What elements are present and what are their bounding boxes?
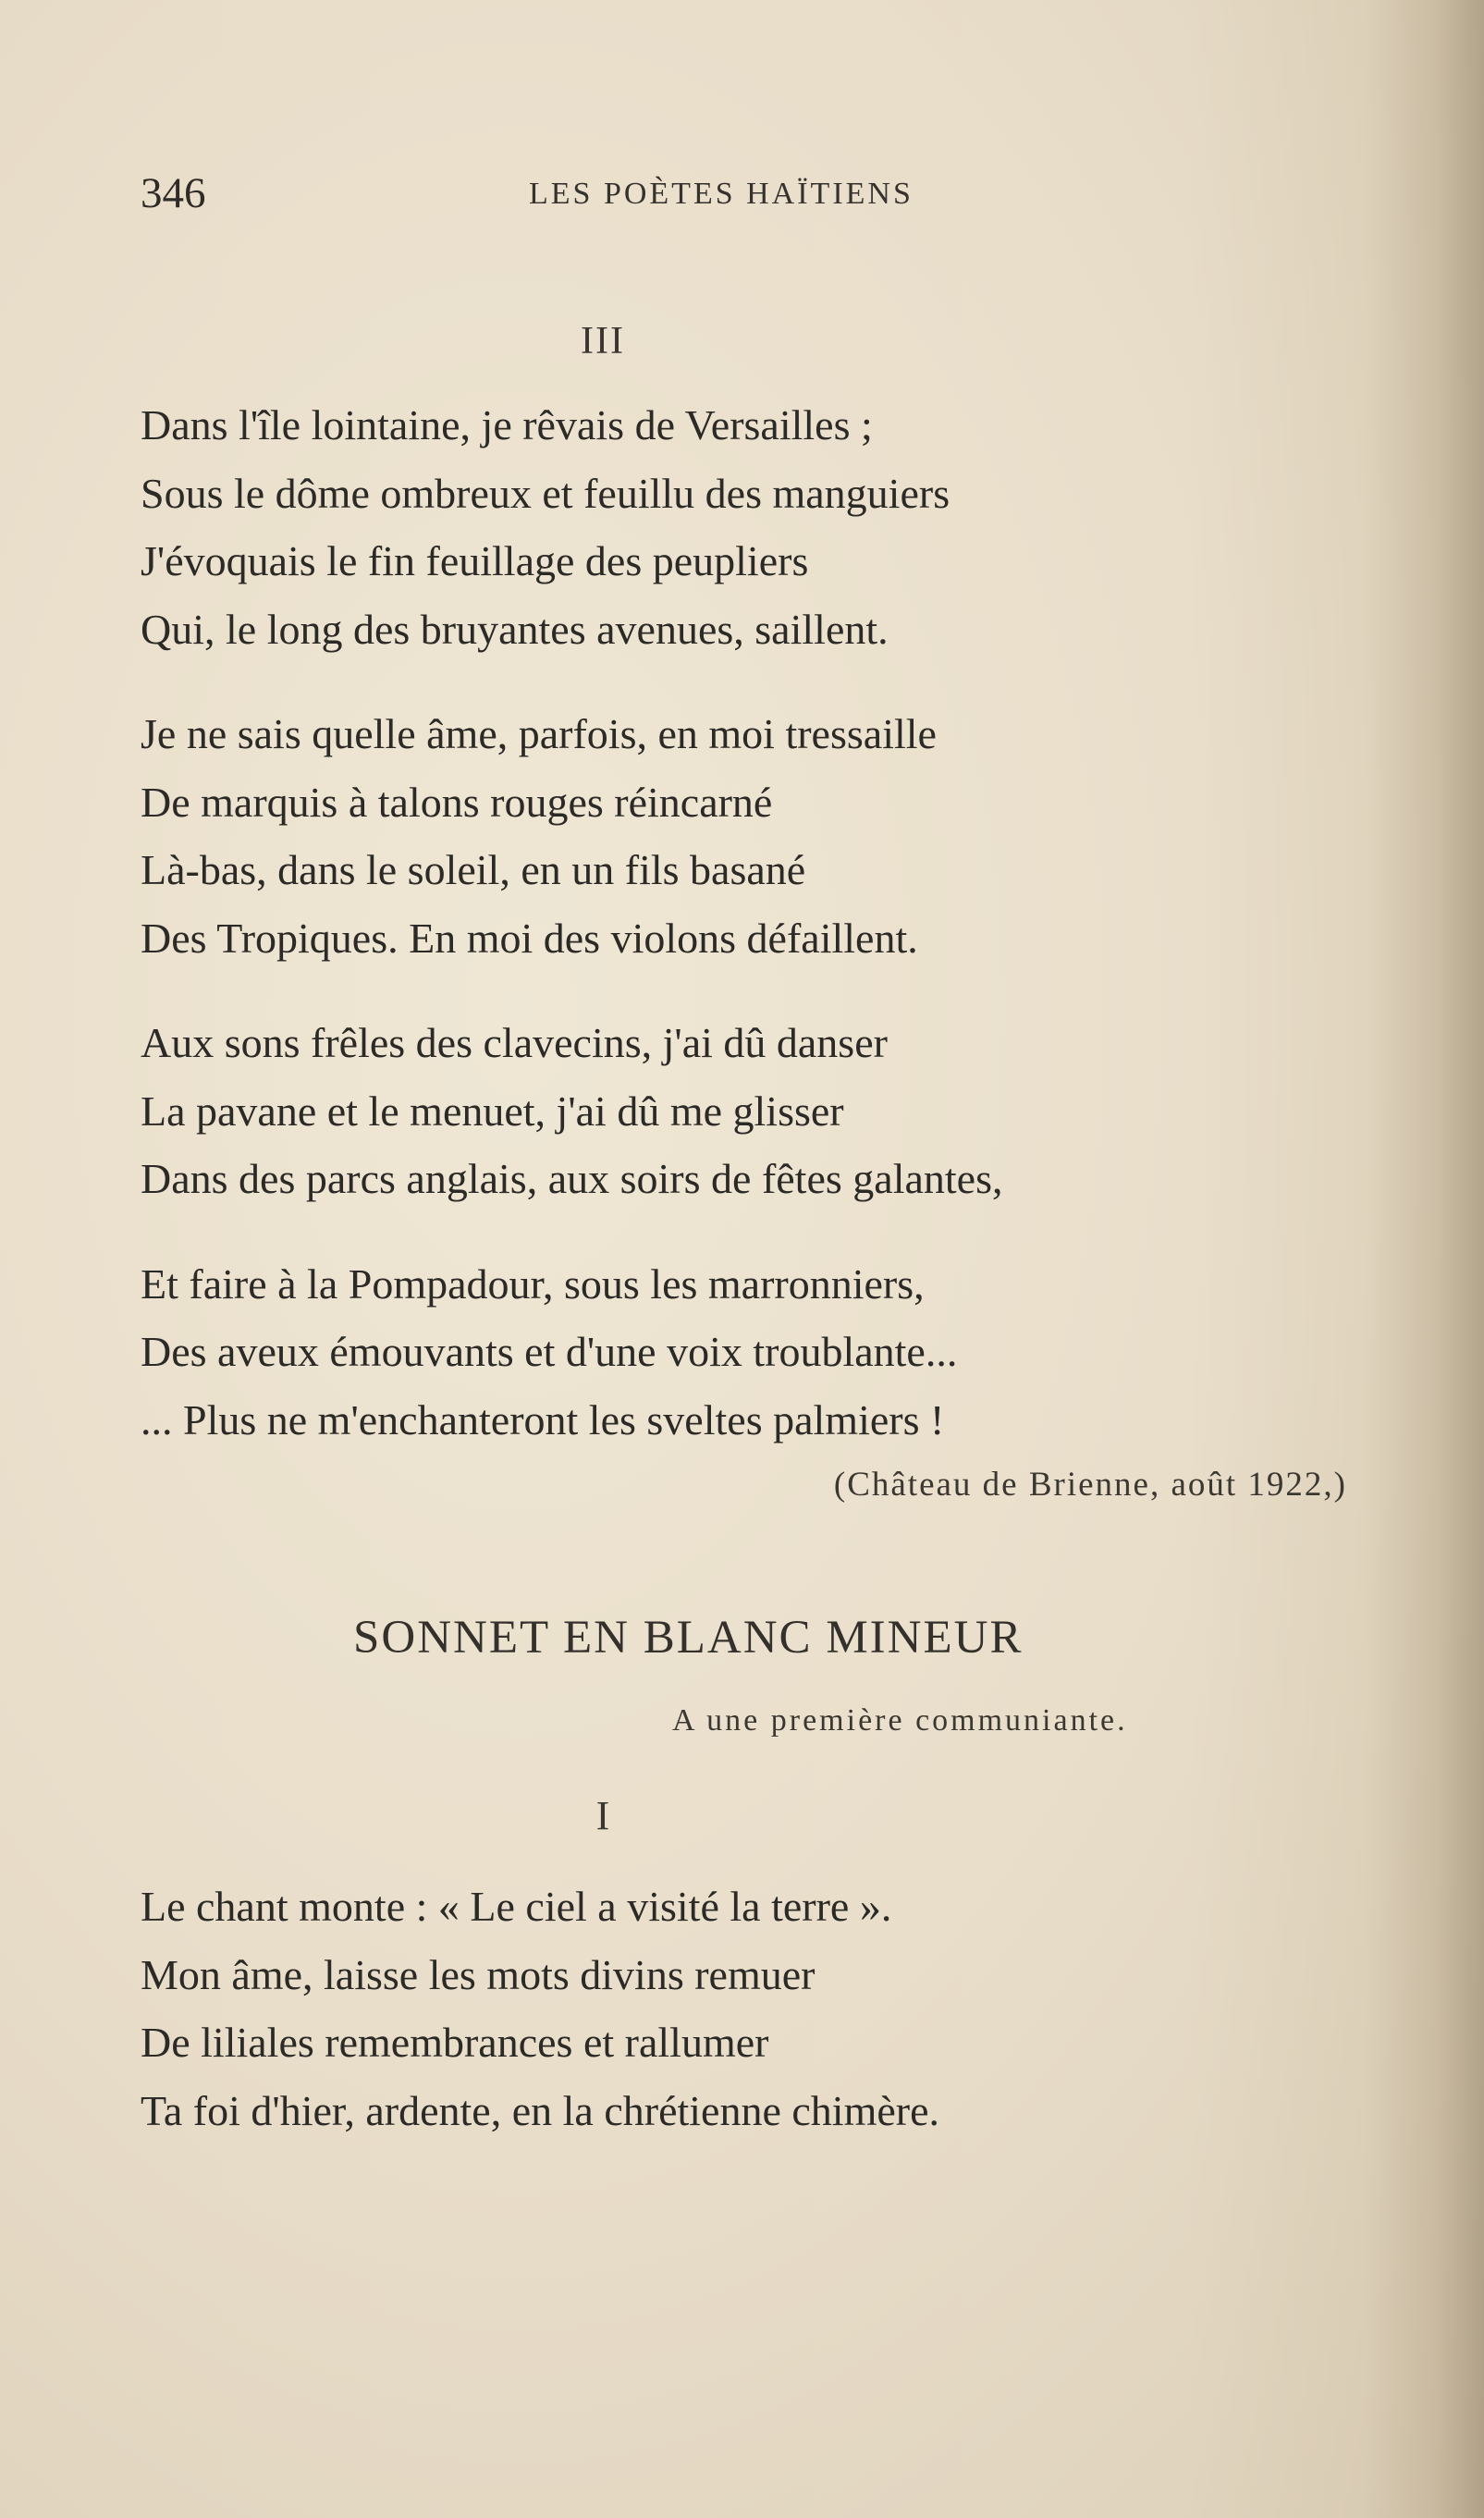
verse-line: De marquis à talons rouges réincarné xyxy=(141,778,773,826)
dateline: (Château de Brienne, août 1922,) xyxy=(833,1466,1347,1504)
dedication: A une première communiante. xyxy=(672,1703,1128,1738)
verse-line: Qui, le long des bruyantes avenues, saillent. xyxy=(141,605,889,653)
verse-line: Et faire à la Pompadour, sous les marronniers, xyxy=(141,1259,925,1308)
verse-line: Sous le dôme ombreux et feuillu des manguiers xyxy=(141,469,950,517)
sonnet-stanza-1 xyxy=(141,1873,1343,2144)
verse-line: Aux sons frêles des clavecins, j'ai dû danser xyxy=(141,1019,888,1066)
section-number-iii: III xyxy=(581,320,625,362)
verse-line: Je ne sais quelle âme, parfois, en moi tressaille xyxy=(141,710,937,757)
section-number-i: I xyxy=(595,1793,610,1838)
verse-line: Dans l'île lointaine, je rêvais de Versailles ; xyxy=(141,401,873,448)
verse-line: Des aveux émouvants et d'une voix troublante... xyxy=(141,1328,958,1375)
page-content xyxy=(141,319,1347,2144)
verse-line: La pavane et le menuet, j'ai dû me glisser xyxy=(141,1087,844,1135)
verse-line: Le chant monte : « Le ciel a visité la terre ». xyxy=(141,1883,892,1930)
verse-line: J'évoquais le fin feuillage des peupliers xyxy=(141,537,809,584)
verse-line: Ta foi d'hier, ardente, en la chrétienne chimère. xyxy=(141,2086,940,2134)
verse-line: Mon âme, laisse les mots divins remuer xyxy=(141,1950,816,1998)
stanza-2 xyxy=(141,700,1343,972)
stanza-3 xyxy=(141,1009,1343,1213)
verse-line: Dans des parcs anglais, aux soirs de fêtes galantes, xyxy=(141,1155,1003,1202)
verse-line: Des Tropiques. En moi des violons défaillent. xyxy=(141,914,918,962)
verse-line: Là-bas, dans le soleil, en un fils basané xyxy=(141,846,806,893)
verse-line: ... Plus ne m'enchanteront les sveltes palmiers ! xyxy=(141,1395,945,1443)
running-title: LES POÈTES HAÏTIENS xyxy=(529,177,914,211)
page-header xyxy=(141,168,1296,233)
poem-title: SONNET EN BLANC MINEUR xyxy=(353,1612,1024,1664)
verse-line: De liliales remembrances et rallumer xyxy=(141,2019,769,2066)
stanza-4 xyxy=(141,1250,1343,1455)
stanza-1 xyxy=(141,391,1343,663)
page-number: 346 xyxy=(141,169,206,217)
